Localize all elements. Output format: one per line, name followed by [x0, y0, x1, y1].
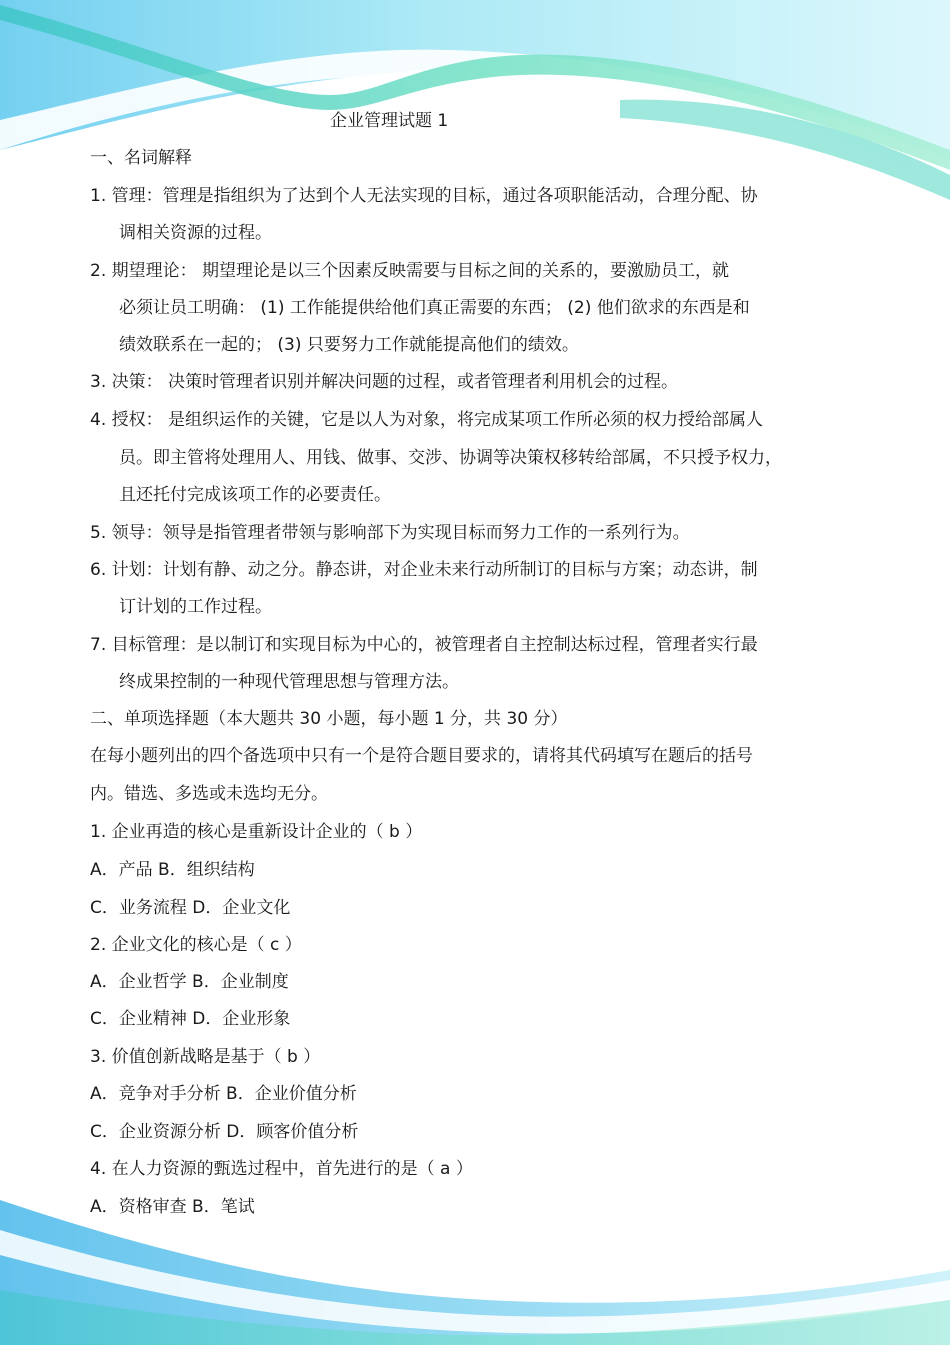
term-line: 订计划的工作过程。 — [119, 597, 272, 617]
option-line: A．产品 B．组织结构 — [90, 860, 255, 880]
term-line: 必须让员工明确： (1) 工作能提供给他们真正需要的东西； (2) 他们欲求的东西是和 — [119, 298, 750, 318]
option-line: A．企业哲学 B．企业制度 — [90, 972, 289, 992]
term-line: 调相关资源的过程。 — [119, 223, 272, 243]
option-line: A．竞争对手分析 B．企业价值分析 — [90, 1084, 357, 1104]
term-line: 且还托付完成该项工作的必要责任。 — [119, 485, 391, 505]
term-line: 2. 期望理论： 期望理论是以三个因素反映需要与目标之间的关系的，要激励员工，就 — [90, 261, 730, 281]
term-line: 7. 目标管理：是以制订和实现目标为中心的，被管理者自主控制达标过程，管理者实行最 — [90, 635, 758, 655]
term-line: 5. 领导：领导是指管理者带领与影响部下为实现目标而努力工作的一系列行为。 — [90, 523, 690, 543]
section-heading-choice: 二、单项选择题（本大题共 30 小题，每小题 1 分，共 30 分） — [90, 709, 568, 729]
instructions-line: 在每小题列出的四个备选项中只有一个是符合题目要求的，请将其代码填写在题后的括号 — [90, 746, 753, 766]
term-line: 3. 决策： 决策时管理者识别并解决问题的过程，或者管理者利用机会的过程。 — [90, 372, 679, 392]
term-line: 1. 管理：管理是指组织为了达到个人无法实现的目标，通过各项职能活动，合理分配、协 — [90, 186, 758, 206]
document-title: 企业管理试题 1 — [330, 111, 449, 131]
instructions-line: 内。错选、多选或未选均无分。 — [90, 784, 328, 804]
question-line: 1. 企业再造的核心是重新设计企业的（ b ） — [90, 822, 423, 842]
term-line: 4. 授权： 是组织运作的关键，它是以人为对象，将完成某项工作所必须的权力授给部属人 — [90, 410, 764, 430]
option-line: A．资格审查 B．笔试 — [90, 1197, 255, 1217]
option-line: C．企业资源分析 D．顾客价值分析 — [90, 1122, 359, 1142]
term-line: 6. 计划：计划有静、动之分。静态讲，对企业未来行动所制订的目标与方案；动态讲，制 — [90, 560, 758, 580]
question-line: 2. 企业文化的核心是（ c ） — [90, 935, 302, 955]
question-line: 4. 在人力资源的甄选过程中，首先进行的是（ a ） — [90, 1159, 473, 1179]
term-line: 绩效联系在一起的； (3) 只要努力工作就能提高他们的绩效。 — [119, 335, 579, 355]
option-line: C．业务流程 D．企业文化 — [90, 898, 291, 918]
term-line: 员。即主管将处理用人、用钱、做事、交涉、协调等决策权移转给部属，不只授予权力， — [119, 448, 782, 468]
option-line: C．企业精神 D．企业形象 — [90, 1009, 291, 1029]
section-heading-terms: 一、名词解释 — [90, 148, 192, 168]
term-line: 终成果控制的一种现代管理思想与管理方法。 — [119, 672, 459, 692]
question-line: 3. 价值创新战略是基于（ b ） — [90, 1047, 321, 1067]
